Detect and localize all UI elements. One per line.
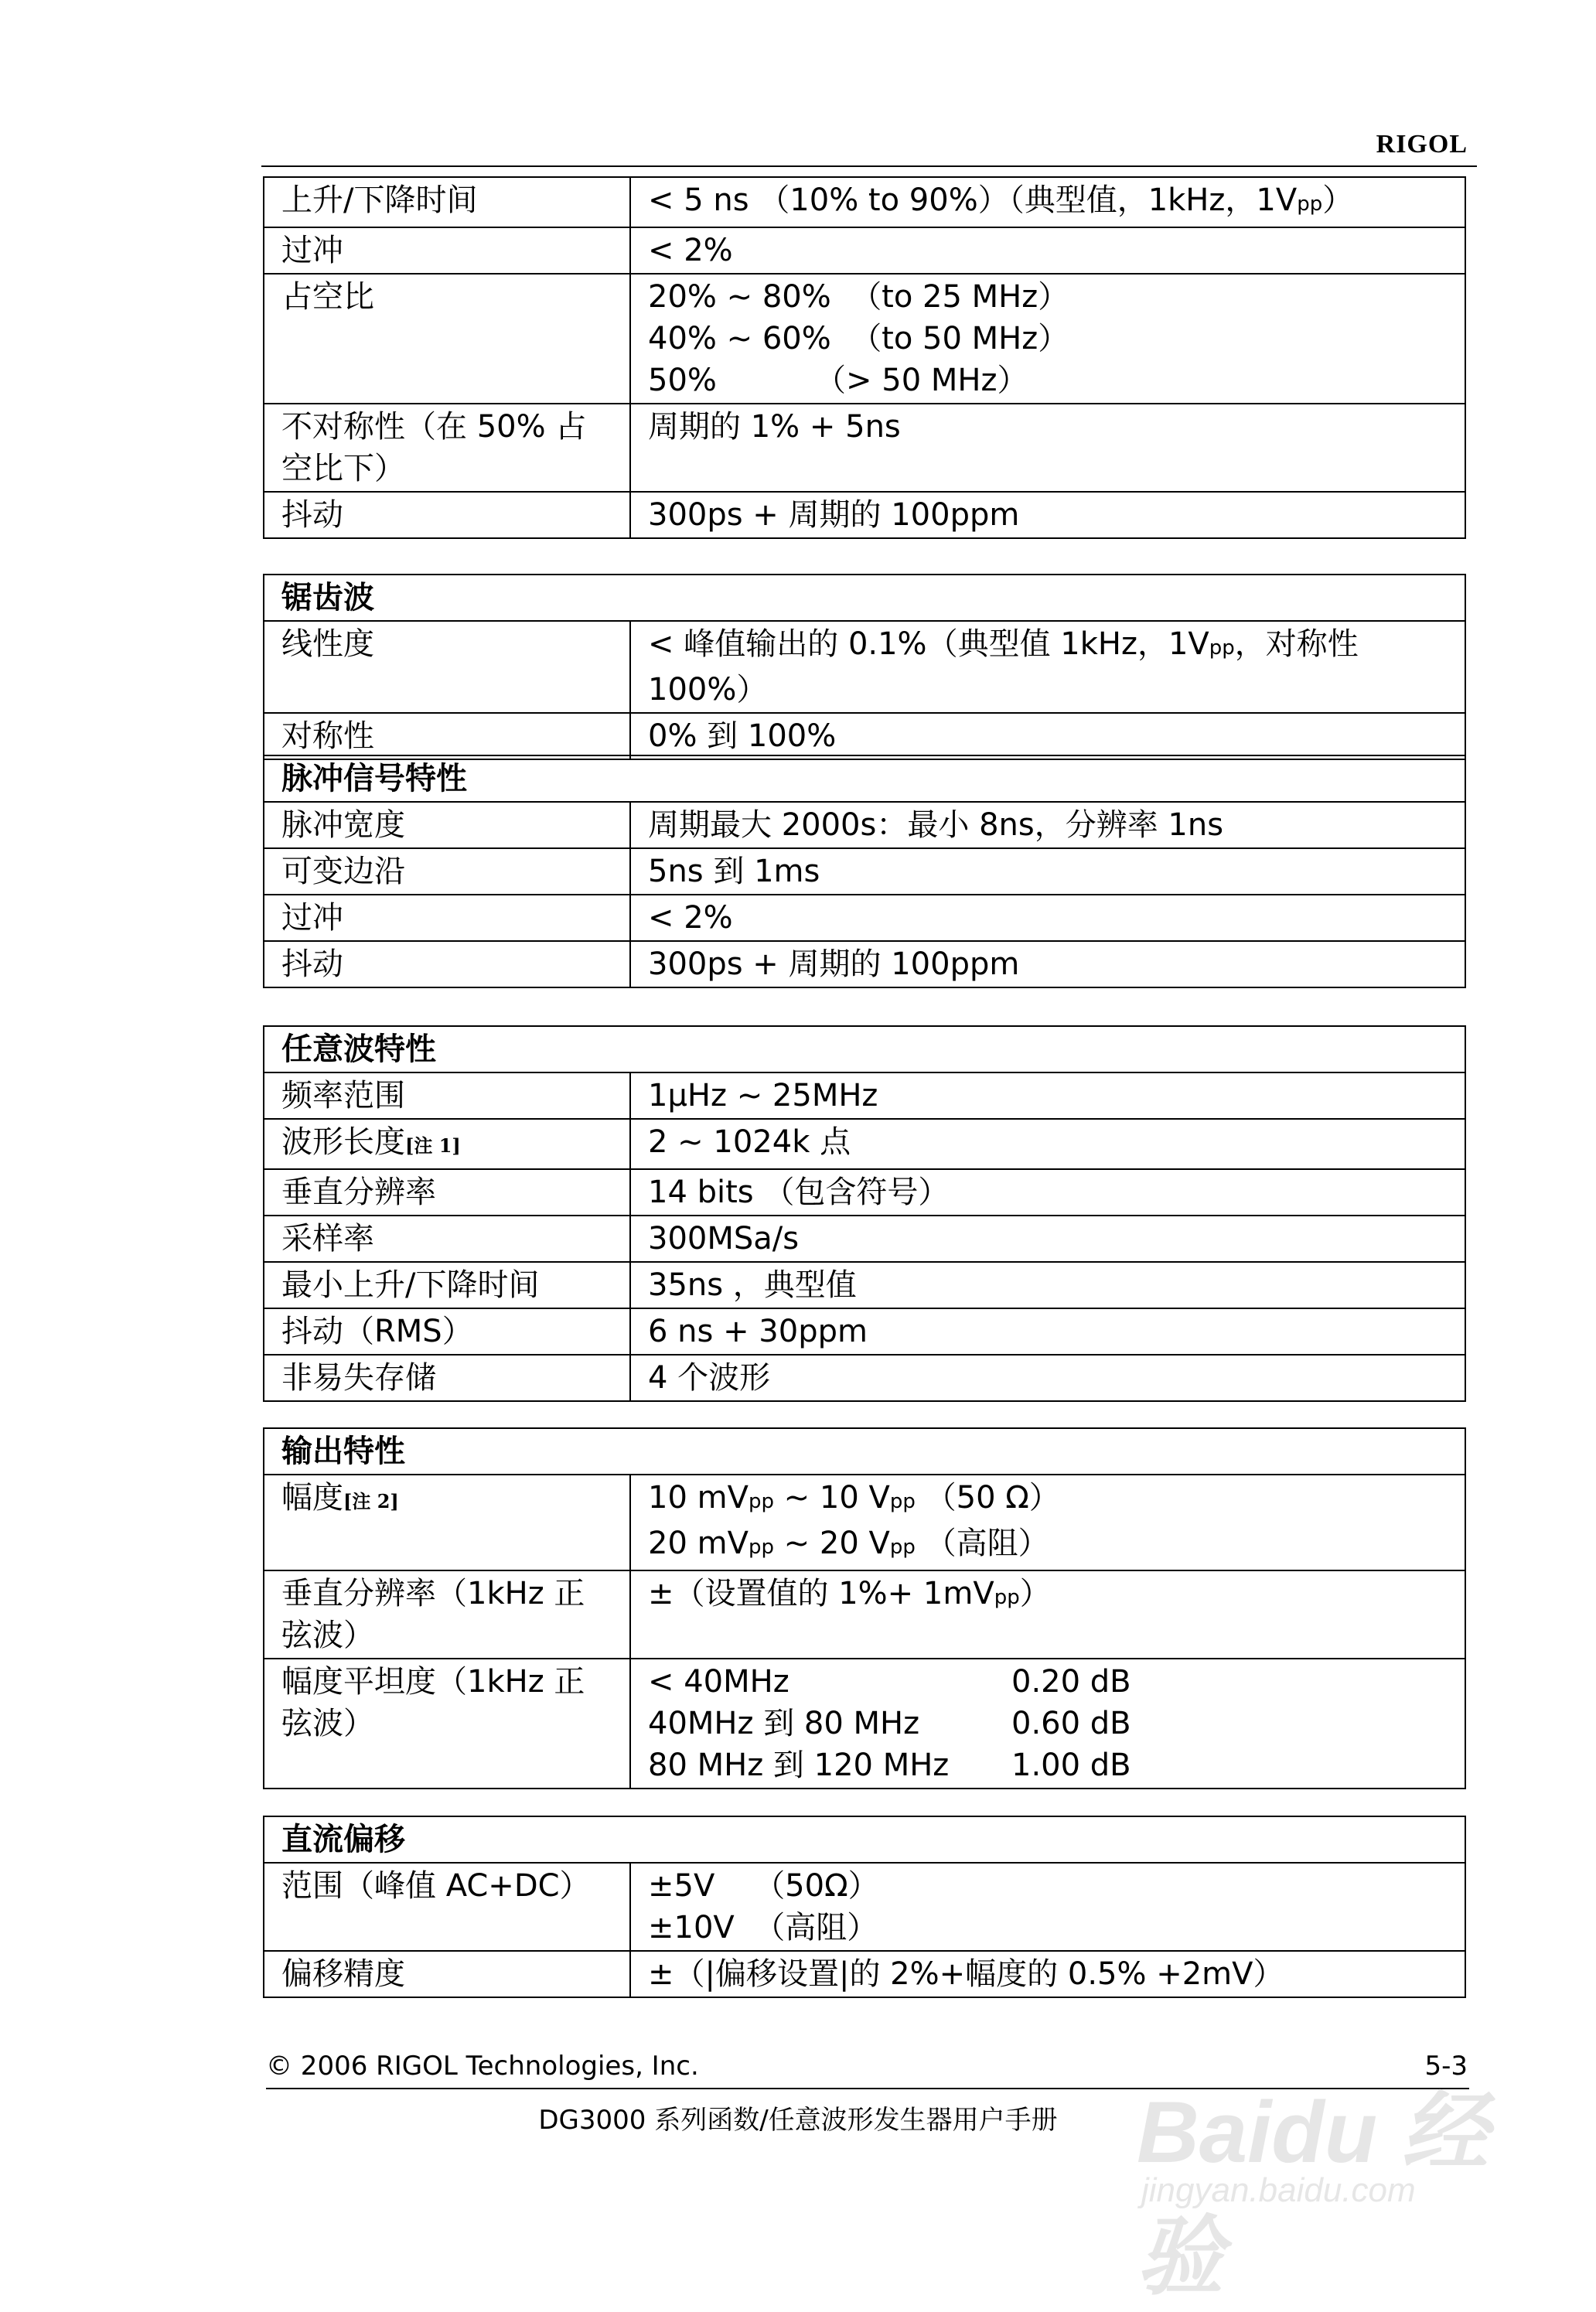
row-value: 周期的 1% + 5ns: [630, 404, 1465, 492]
row-value: 0% 到 100%: [630, 713, 1465, 759]
spec-table-pulse: [263, 755, 1466, 988]
row-label: [264, 1119, 630, 1169]
table-row: [264, 227, 1465, 274]
table-title-row: [264, 1026, 1465, 1072]
table-title: 锯齿波: [264, 575, 1465, 621]
flatness-row: [648, 1744, 1448, 1786]
value-text: ，对称性 100%）: [648, 626, 1359, 708]
table-row: [264, 404, 1465, 492]
row-value: 300ps + 周期的 100ppm: [630, 941, 1465, 987]
table-row: [264, 1951, 1465, 1997]
label-text: 幅度: [281, 1480, 343, 1516]
table-title-row: [264, 755, 1465, 802]
row-value: < 2%: [630, 895, 1465, 941]
row-label: 抖动（RMS）: [264, 1308, 630, 1355]
row-label: 抖动: [264, 941, 630, 987]
row-label: 占空比: [264, 274, 630, 404]
watermark-logo: Baidu 经验: [1137, 2084, 1489, 2305]
row-value: [630, 1659, 1465, 1789]
row-value: [630, 274, 1465, 404]
table-row: [264, 1659, 1465, 1789]
row-label: 不对称性（在 50% 占空比下）: [264, 404, 630, 492]
table-row: [264, 802, 1465, 848]
flatness-value: 0.20 dB: [1011, 1664, 1131, 1700]
row-value: 300MSa/s: [630, 1216, 1465, 1262]
row-label: 垂直分辨率（1kHz 正弦波）: [264, 1570, 630, 1659]
table-row: [264, 1169, 1465, 1216]
row-label: [264, 1475, 630, 1570]
spec-table-ramp: [263, 574, 1466, 760]
value-text: ~ 20 V: [773, 1526, 890, 1561]
flatness-row: [648, 1703, 1448, 1744]
table-row: [264, 1262, 1465, 1308]
row-label: 范围（峰值 AC+DC）: [264, 1863, 630, 1951]
row-label: 对称性: [264, 713, 630, 759]
flatness-value: 0.60 dB: [1011, 1706, 1131, 1741]
table-title: 直流偏移: [264, 1816, 1465, 1863]
footnote-ref: [注 2]: [343, 1490, 399, 1512]
value-subscript: pp: [889, 1490, 916, 1513]
value-text: （50 Ω）: [915, 1480, 1060, 1516]
value-subscript: pp: [994, 1586, 1020, 1609]
row-label: 线性度: [264, 621, 630, 713]
table-row: [264, 177, 1465, 227]
value-text: ~ 10 V: [773, 1480, 890, 1516]
row-label: 过冲: [264, 227, 630, 274]
row-value: 4 个波形: [630, 1355, 1465, 1401]
value-subscript: pp: [748, 1536, 774, 1559]
row-value: < 2%: [630, 227, 1465, 274]
row-label: 采样率: [264, 1216, 630, 1262]
row-label: 垂直分辨率: [264, 1169, 630, 1216]
value-subscript: pp: [1209, 636, 1235, 660]
row-value: 300ps + 周期的 100ppm: [630, 492, 1465, 538]
row-value: 35ns ，典型值: [630, 1262, 1465, 1308]
table-row: [264, 848, 1465, 895]
table-row: [264, 1570, 1465, 1659]
row-value: [630, 1475, 1465, 1570]
row-label: 上升/下降时间: [264, 177, 630, 227]
value-subscript: pp: [1297, 193, 1323, 216]
footer-page-number: 5-3: [1424, 2051, 1468, 2082]
spec-table-dc-offset: [263, 1816, 1466, 1998]
row-label: 最小上升/下降时间: [264, 1262, 630, 1308]
value-text: ±（设置值的 1%+ 1mV: [648, 1576, 994, 1611]
row-label: 脉冲宽度: [264, 802, 630, 848]
table-row: [264, 895, 1465, 941]
spec-table-output: [263, 1427, 1466, 1789]
table-row: [264, 1308, 1465, 1355]
row-label: 可变边沿: [264, 848, 630, 895]
footnote-ref: [注 1]: [405, 1134, 461, 1157]
row-label: 非易失存储: [264, 1355, 630, 1401]
table-row: [264, 1072, 1465, 1119]
value-subscript: pp: [748, 1490, 774, 1513]
baidu-watermark: [1137, 2032, 1570, 2305]
value-line: ±10V （高阻）: [648, 1910, 878, 1945]
flatness-range: < 40MHz: [648, 1664, 789, 1700]
watermark-url: jingyan.baidu.com: [1141, 2171, 1416, 2209]
row-value: 1μHz ~ 25MHz: [630, 1072, 1465, 1119]
value-text: 20 mV: [648, 1526, 749, 1561]
value-line: [648, 1523, 1448, 1568]
table-title: 脉冲信号特性: [264, 755, 1465, 802]
value-text: < 峰值输出的 0.1%（典型值 1kHz，1V: [648, 626, 1209, 662]
value-text: < 5 ns （10% to 90%）（典型值，1kHz，1V: [648, 182, 1298, 218]
flatness-value: 1.00 dB: [1011, 1748, 1131, 1783]
label-text: 波形长度: [281, 1124, 405, 1160]
row-value: 5ns 到 1ms: [630, 848, 1465, 895]
table-row: [264, 492, 1465, 538]
footer-copyright: © 2006 RIGOL Technologies, Inc.: [266, 2051, 699, 2082]
row-label: 过冲: [264, 895, 630, 941]
row-label: 频率范围: [264, 1072, 630, 1119]
spec-table-arbitrary: [263, 1025, 1466, 1402]
value-line: 20% ~ 80% （to 25 MHz）: [648, 279, 1069, 315]
table-title-row: [264, 1816, 1465, 1863]
brand-logo: RIGOL: [1376, 130, 1468, 159]
footer-manual-title: DG3000 系列函数/任意波形发生器用户手册: [538, 2105, 1058, 2136]
table-row: [264, 1216, 1465, 1262]
table-row: [264, 1475, 1465, 1570]
value-text: （高阻）: [915, 1526, 1049, 1561]
flatness-range: 40MHz 到 80 MHz: [648, 1706, 920, 1741]
value-line: 40% ~ 60% （to 50 MHz）: [648, 321, 1069, 356]
row-value: 周期最大 2000s：最小 8ns，分辨率 1ns: [630, 802, 1465, 848]
value-subscript: pp: [889, 1536, 916, 1559]
row-value: [630, 177, 1465, 227]
row-label: 抖动: [264, 492, 630, 538]
table-row: [264, 274, 1465, 404]
value-text: ）: [1019, 1576, 1051, 1611]
table-title: 输出特性: [264, 1428, 1465, 1475]
table-row: [264, 1119, 1465, 1169]
row-value: 14 bits （包含符号）: [630, 1169, 1465, 1216]
row-value: ±（|偏移设置|的 2%+幅度的 0.5% +2mV）: [630, 1951, 1465, 1997]
table-row: [264, 1355, 1465, 1401]
header-divider: [261, 165, 1477, 167]
value-line: ±5V （50Ω）: [648, 1868, 879, 1904]
row-value: [630, 621, 1465, 713]
row-label: 幅度平坦度（1kHz 正弦波）: [264, 1659, 630, 1789]
spec-table-waveform: [263, 176, 1466, 539]
flatness-row: [648, 1661, 1448, 1703]
value-line: [648, 1477, 1448, 1523]
table-title-row: [264, 1428, 1465, 1475]
value-text: ）: [1322, 182, 1354, 218]
row-value: [630, 1863, 1465, 1951]
value-line: 50% （> 50 MHz）: [648, 363, 1028, 398]
row-value: [630, 1570, 1465, 1659]
row-value: 6 ns + 30ppm: [630, 1308, 1465, 1355]
value-text: 10 mV: [648, 1480, 749, 1516]
flatness-range: 80 MHz 到 120 MHz: [648, 1748, 950, 1783]
table-title-row: [264, 575, 1465, 621]
table-row: [264, 941, 1465, 987]
table-title: 任意波特性: [264, 1026, 1465, 1072]
table-row: [264, 1863, 1465, 1951]
table-row: [264, 713, 1465, 759]
row-label: 偏移精度: [264, 1951, 630, 1997]
table-row: [264, 621, 1465, 713]
row-value: 2 ~ 1024k 点: [630, 1119, 1465, 1169]
